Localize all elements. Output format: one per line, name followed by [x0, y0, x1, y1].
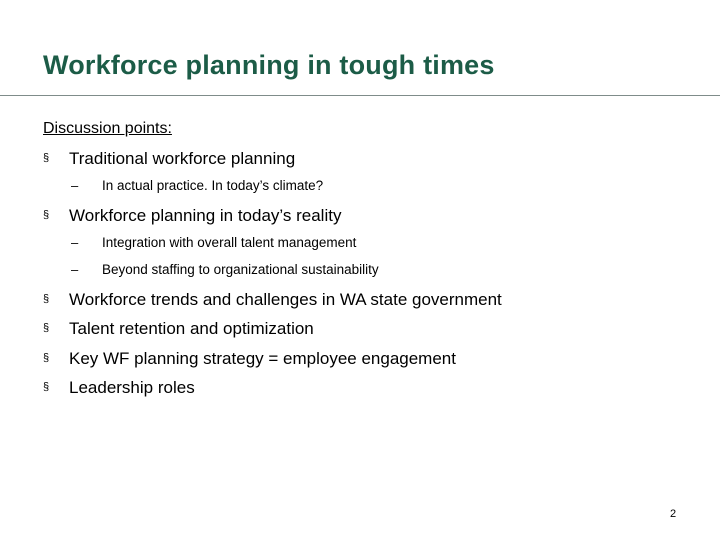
sub-bullet-marker: –	[71, 235, 79, 250]
sub-bullet-text: In actual practice. In today’s climate?	[102, 178, 324, 193]
bullet-marker: §	[43, 381, 50, 393]
sub-bullet-text: Beyond staffing to organizational sustainability	[102, 262, 379, 277]
slide-title: Workforce planning in tough times	[43, 50, 495, 80]
bullet-text: Workforce planning in today’s reality	[69, 206, 342, 225]
bullet-marker: §	[43, 293, 50, 305]
page-number: 2	[670, 508, 677, 520]
bullet-text: Leadership roles	[69, 378, 195, 397]
sub-bullet-text: Integration with overall talent management	[102, 235, 357, 250]
bullet-text: Talent retention and optimization	[69, 319, 314, 338]
title-divider	[0, 95, 720, 96]
sub-bullet-marker: –	[71, 178, 79, 193]
bullet-text: Traditional workforce planning	[69, 149, 296, 168]
section-heading: Discussion points:	[43, 120, 172, 137]
bullet-text: Workforce trends and challenges in WA state government	[69, 290, 502, 309]
sub-bullet-marker: –	[71, 262, 79, 277]
bullet-marker: §	[43, 209, 50, 221]
bullet-marker: §	[43, 322, 50, 334]
bullet-marker: §	[43, 152, 50, 164]
bullet-text: Key WF planning strategy = employee engagement	[69, 349, 456, 368]
bullet-marker: §	[43, 352, 50, 364]
